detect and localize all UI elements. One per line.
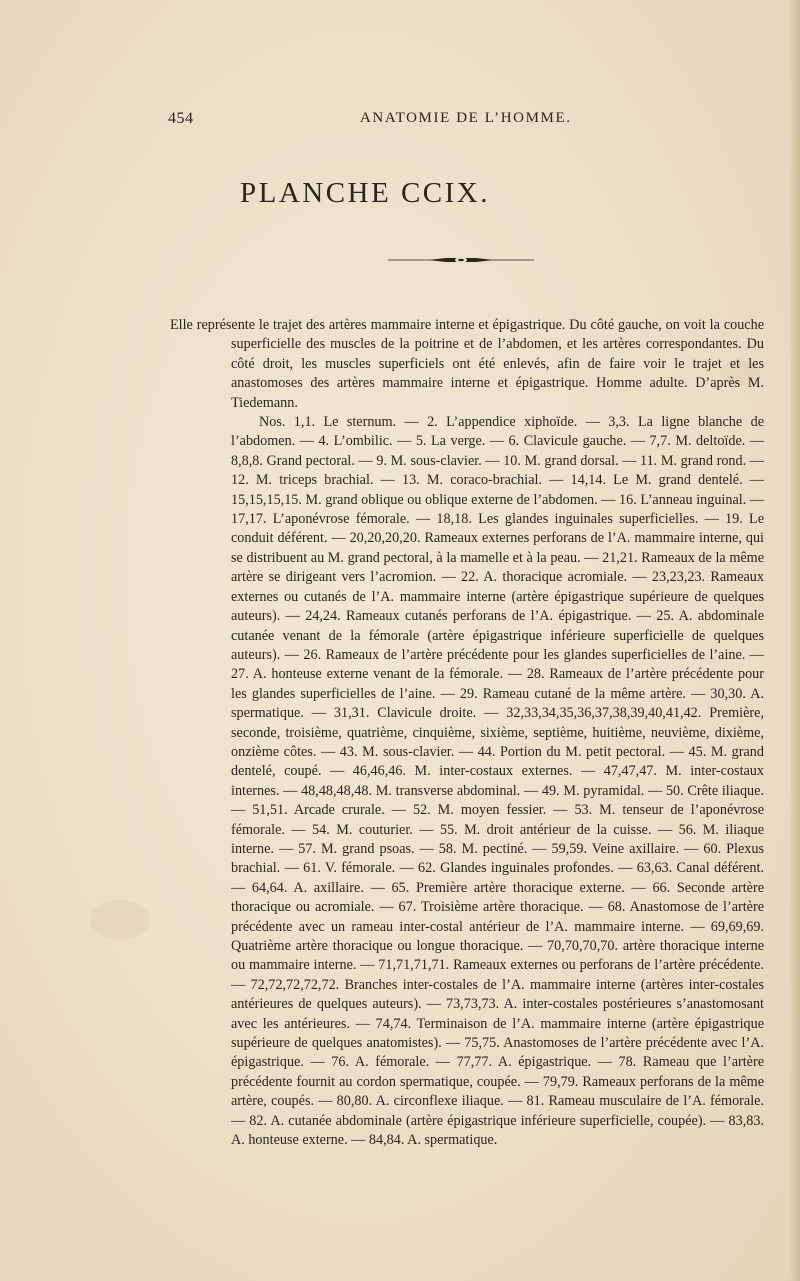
ornamental-rule (388, 256, 534, 264)
paper-stain (90, 900, 150, 940)
page-edge (790, 0, 800, 1281)
page-header (168, 110, 608, 132)
plate-title: PLANCHE CCIX. (239, 177, 490, 209)
page-number: 454 (168, 110, 194, 127)
legend-paragraph: Nos. 1,1. Le sternum. — 2. L’appendice xiphoïde. — 3,3. La ligne blanche de l’abdomen. — 4. L’ombilic. — 5. La verge. — 6. Clavicule gauche. — 7,7. M. deltoïde. — 8,8,8. Grand pectoral. — 9. M. sous-clavier. — 10. M. grand dorsal. — 11. M. grand rond. — 12. M. triceps brachial. — 13. M. coraco-brachial. — 14,14. Le M. grand dentelé. — 15,15,15,15. M. grand oblique ou oblique externe de l’abdomen. — 16. L’anneau inguinal. — 17,17. L’aponévrose fémorale. — 18,18. Les glandes inguinales superficielles. — 19. Le conduit déférent. — 20,20,20,20. Rameaux externes perforans de l’A. mammaire interne, qui se distribuent au M. grand pectoral, à la mamelle et à la peau. — 21,21. Rameaux de la même artère se dirigeant vers l’acromion. — 22. A. thoracique acromiale. — 23,23,23. Rameaux externes ou cutanés de l’A. mammaire interne (artère épigastrique supérieure de quelques auteurs). — 24,24. Rameaux cutanés perforans de l’A. épigastrique. — 25. A. abdominale cutanée venant de la fémorale (artère épigastrique inférieure superficielle de quelques auteurs). — 26. Rameaux de l’artère précédente pour les glandes superficielles de l’aine. — 27. A. honteuse externe venant de la fémorale. — 28. Rameaux de l’artère précédente pour les glandes superficielles de l’aine. — 29. Rameau cutané de la même artère. — 30,30. A. spermatique. — 31,31. Clavicule droite. — 32,33,34,35,36,37,38,39,40,41,42. Première, seconde, troisième, quatrième, cinquième, sixième, septième, huitième, neuvième, dixième, onzième côtes. — 43. M. sous-clavier. — 44. Portion du M. petit pectoral. — 45. M. grand dentelé, coupé. — 46,46,46. M. inter-costaux externes. — 47,47,47. M. inter-costaux internes. — 48,48,48,48. M. transverse abdominal. — 49. M. pyramidal. — 50. Crête iliaque. — 51,51. Arcade crurale. — 52. M. moyen fessier. — 53. M. tenseur de l’aponévrose fémorale. — 54. M. couturier. — 55. M. droit antérieur de la cuisse. — 56. M. iliaque interne. — 57. M. grand psoas. — 58. M. pectiné. — 59,59. Veine axillaire. — 60. Plexus brachial. — 61. V. fémorale. — 62. Glandes inguinales profondes. — 63,63. Canal déférent. — 64,64. A. axillaire. — 65. Première artère thoracique externe. — 66. Seconde artère thoracique ou acromiale. — 67. Troisième artère thoracique. — 68. Anastomose de l’artère précédente avec un rameau inter-costal antérieur de l’A. mammaire interne. — 69,69,69. Quatrième artère thoracique ou longue thoracique. — 70,70,70,70. artère thoracique interne ou mammaire interne. — 71,71,71,71. Rameaux externes ou perforans de l’artère précédente. — 72,72,72,72,72. Branches inter-costales de l’A. mammaire interne (artères inter-costales antérieures de quelques auteurs). — 73,73,73. A. inter-costales postérieures s’anastomosant avec les antérieures. — 74,74. Terminaison de l’A. mammaire interne (artère épigastrique supérieure de quelques anatomistes). — 75,75. Anastomoses de l’artère précédente avec l’A. épigastrique. — 76. A. fémorale. — 77,77. A. épigastrique. — 78. Rameau que l’artère précédente fournit au cordon spermatique, coupée. — 79,79. Rameaux perforans de la même artère, coupés. — 80,80. A. circonflexe iliaque. — 81. Rameau musculaire de l’A. fémorale. — 82. A. cutanée abdominale (artère épigastrique inférieure superficielle, coupée). — 83,83. A. honteuse externe. — 84,84. A. spermatique. (231, 414, 764, 1149)
plate-description (170, 316, 764, 1150)
intro-paragraph: Elle représente le trajet des artères mammaire interne et épigastrique. Du côté gauche, on voit la couche superficielle des muscles de la poitrine et de l’abdomen, et les artères correspondantes. Du côté droit, les muscles superficiels ont été enlevés, afin de faire voir le trajet et les anastomoses des artères mammaire interne et épigastrique. Homme adulte. D’après M. Tiedemann. (170, 317, 764, 411)
running-title: ANATOMIE DE L’HOMME. (360, 110, 572, 126)
